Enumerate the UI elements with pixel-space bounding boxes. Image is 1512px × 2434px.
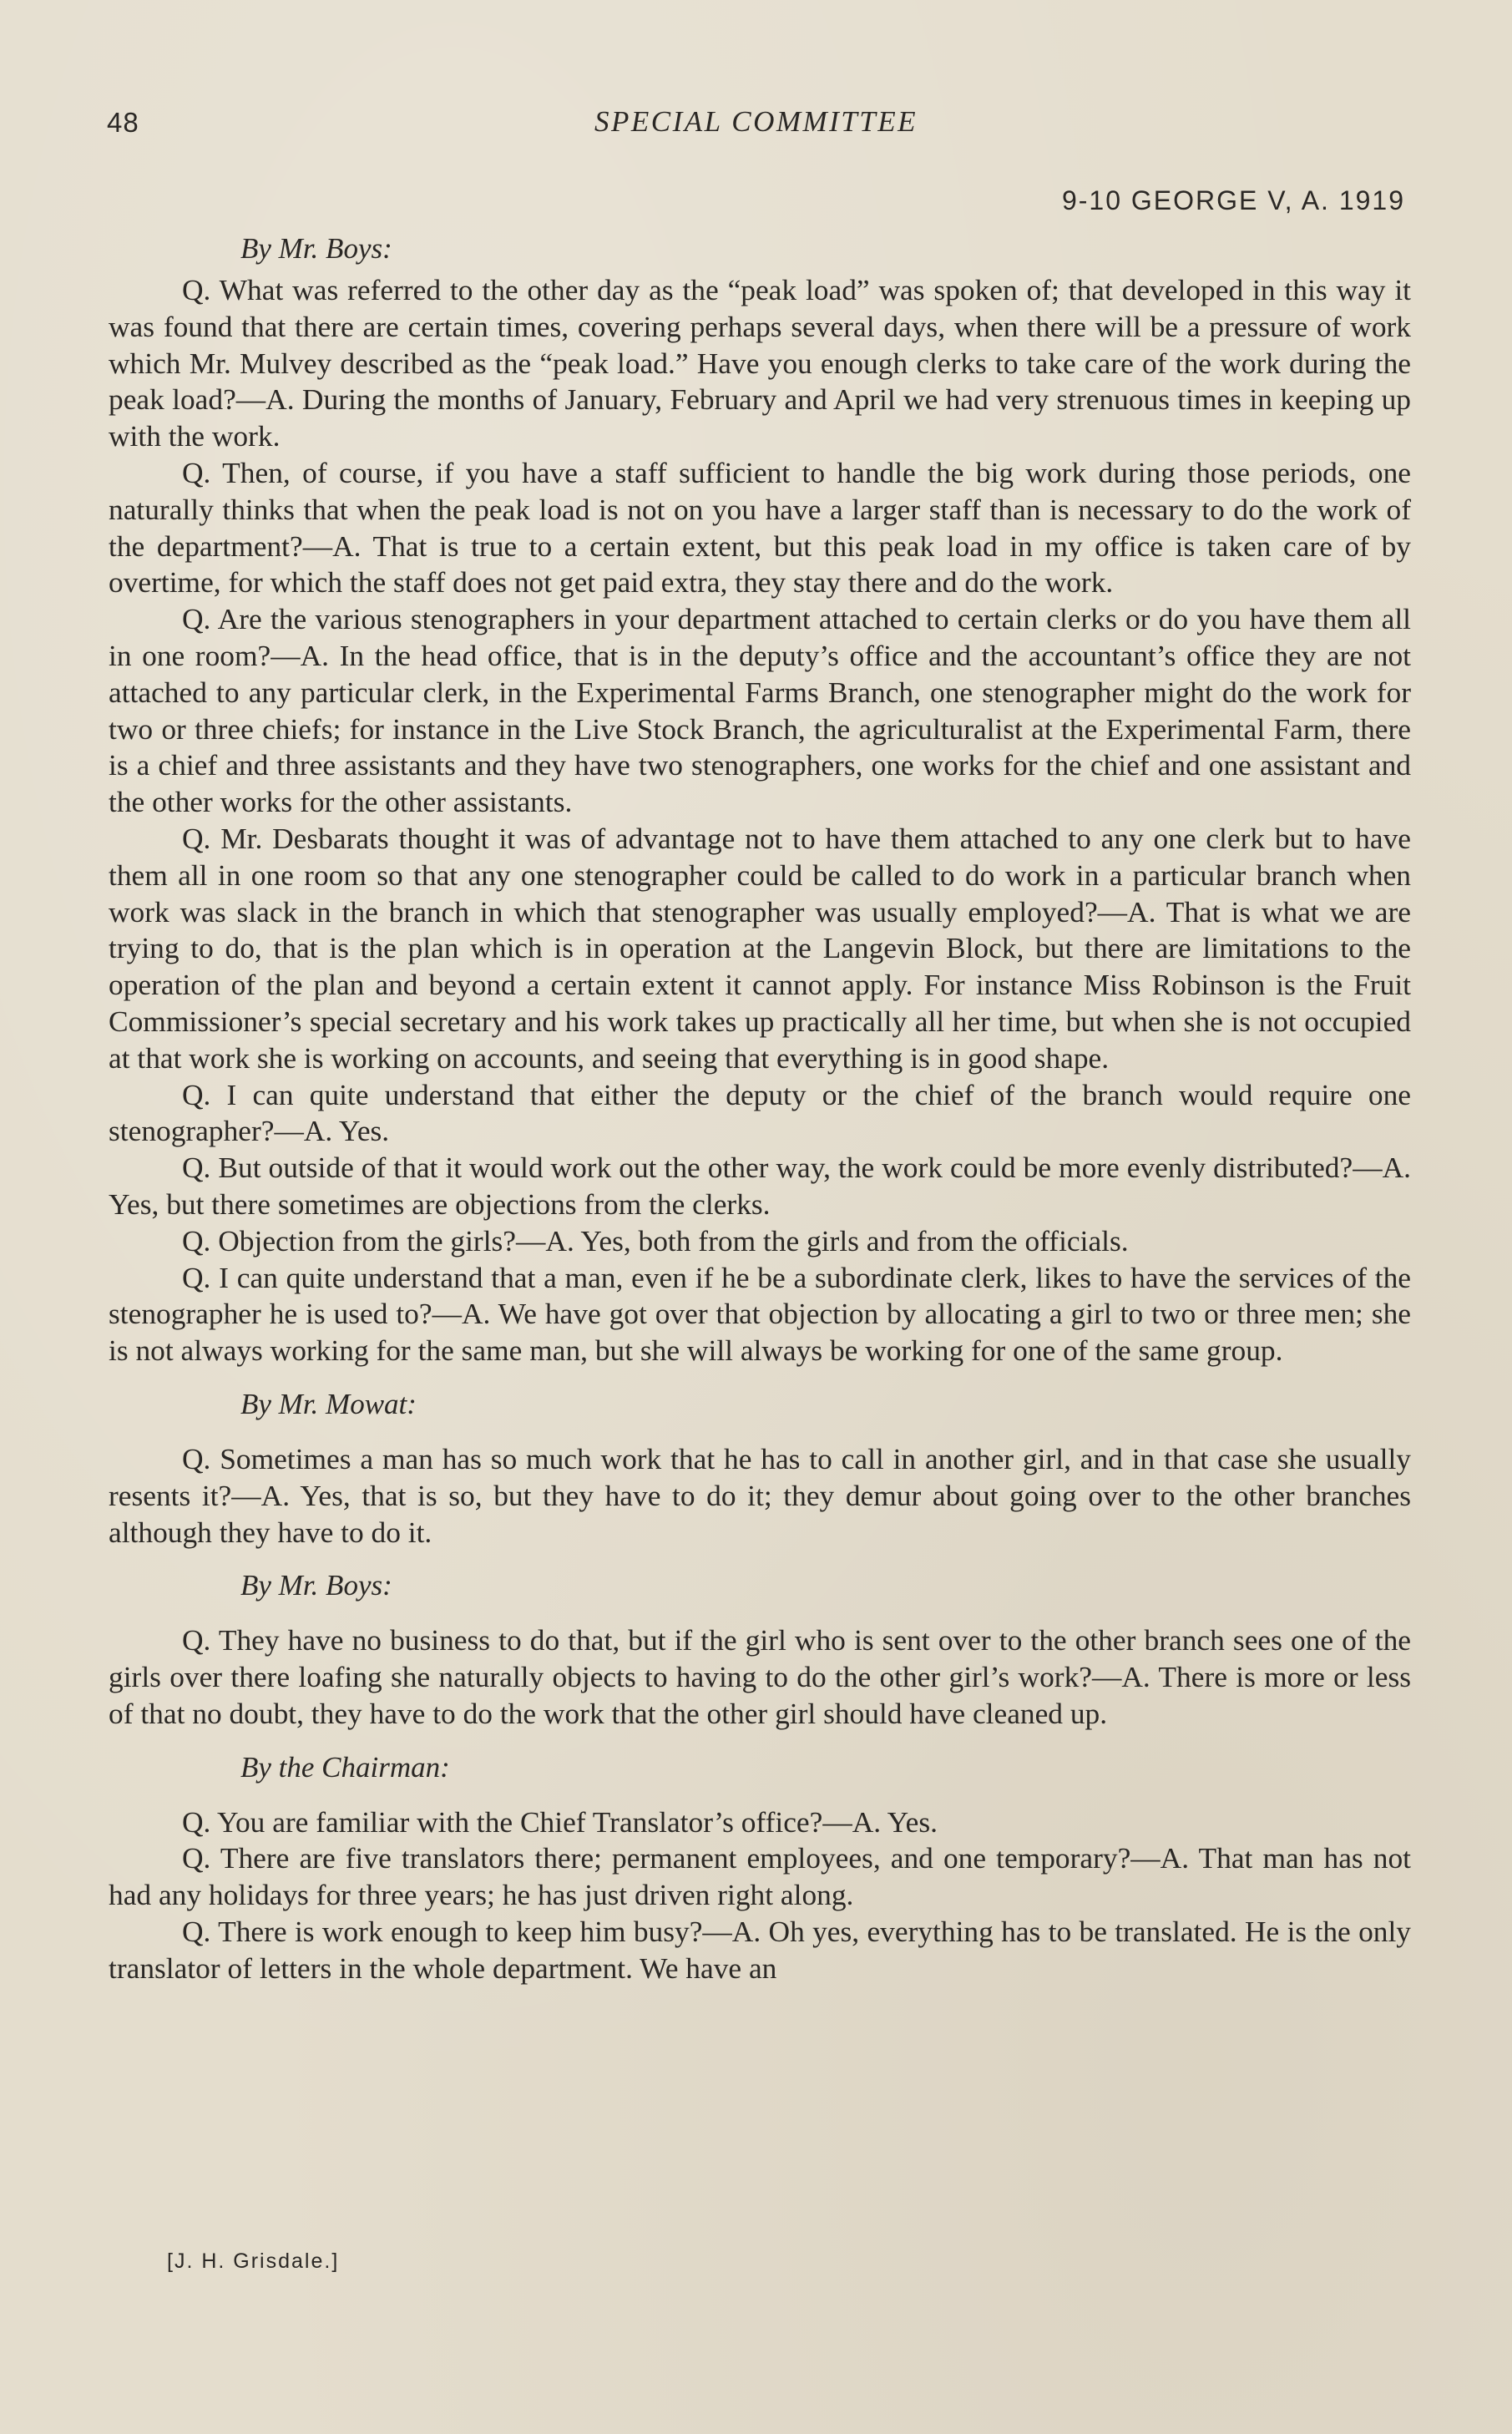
speaker-heading: By Mr. Boys:: [240, 1569, 392, 1602]
testimony-paragraph: Q. Mr. Desbarats thought it was of advantage not to have them attached to any one clerk but to have them all in one room so that any one stenographer could be called to do work in a particular branch when work was slack in the branch in which that stenographer was usually employed?—A. That is what we are trying to do, that is the plan which is in operation at the Langevin Block, but there are limitations to the operation of the plan and beyond a certain extent it cannot apply. For instance Miss Robinson is the Fruit Commissioner’s special secretary and his work takes up practically all her time, but when she is not occupied at that work she is working on accounts, and seeing that everything is in good shape.: [109, 821, 1411, 1075]
testimony-paragraph: Q. Are the various stenographers in your department attached to certain clerks or do you have them all in one room?—A. In the head office, that is in the deputy’s office and the accountant’s office they are not attached to any particular clerk, in the Experimental Farms Branch, one stenographer might do the work for two or three chiefs; for instance in the Live Stock Branch, the agriculturalist at the Experimental Farm, there is a chief and three assistants and they have two stenographers, one works for the chief and one assistant and the other works for the other assistants.: [109, 602, 1411, 819]
witness-footer: [J. H. Grisdale.]: [167, 2249, 340, 2273]
speaker-heading: By Mr. Mowat:: [240, 1387, 417, 1420]
testimony-paragraph: Q. There is work enough to keep him busy?—A. Oh yes, everything has to be translated. He is the only translator of letters in the whole department. We have an: [109, 1915, 1411, 1985]
testimony-paragraph: Q. Then, of course, if you have a staff sufficient to handle the big work during those periods, one naturally thinks that when the peak load is not on you have a larger staff than is necessary to do the work of the department?—A. That is true to a certain extent, but this peak load in my office is taken care of by overtime, for which the staff does not get paid extra, they stay there and do the work.: [109, 455, 1411, 600]
testimony-paragraph: Q. What was referred to the other day as the “peak load” was spoken of; that developed in this way it was found that there are certain times, covering perhaps several days, when there will be a pressure of work which Mr. Mulvey described as the “peak load.” Have you enough clerks to take care of the work during the peak load?—A. During the months of January, February and April we had very strenuous times in keeping up with the work.: [109, 273, 1411, 453]
testimony-paragraph: Q. There are five translators there; permanent employees, and one temporary?—A. That man has not had any holidays for three years; he has just driven right along.: [109, 1841, 1411, 1912]
testimony-paragraph: Q. Objection from the girls?—A. Yes, both from the girls and from the officials.: [182, 1223, 1129, 1257]
testimony-paragraph: Q. I can quite understand that a man, even if he be a subordinate clerk, likes to have the services of the stenographer he is used to?—A. We have got over that objection by allocating a girl to two or three men; she is not always working for the same man, but she will always be working for one of the same group.: [109, 1260, 1411, 1368]
testimony-paragraph: Q. I can quite understand that either the deputy or the chief of the branch would require one stenographer?—A. Yes.: [109, 1077, 1411, 1148]
testimony-paragraph: Q. They have no business to do that, but if the girl who is sent over to the other branch sees one of the girls over there loafing she naturally objects to having to do the other girl’s work?—A. There is more or less of that no doubt, they have to do the work that the other girl should have cleaned up.: [109, 1623, 1411, 1730]
speaker-heading: By the Chairman:: [240, 1750, 450, 1784]
testimony-body: [109, 230, 1411, 1987]
session-reference: 9-10 GEORGE V, A. 1919: [1061, 185, 1405, 215]
page-number: 48: [107, 107, 139, 138]
testimony-paragraph: Q. Sometimes a man has so much work that he has to call in another girl, and in that case she usually resents it?—A. Yes, that is so, but they have to do it; they demur about going over to the other branches although they have to do it.: [109, 1441, 1411, 1549]
testimony-paragraph: Q. You are familiar with the Chief Translator’s office?—A. Yes.: [182, 1804, 938, 1839]
speaker-heading: By Mr. Boys:: [240, 232, 392, 265]
running-title: SPECIAL COMMITTEE: [594, 105, 918, 138]
testimony-paragraph: Q. But outside of that it would work out the other way, the work could be more evenly distributed?—A. Yes, but there sometimes are objections from the clerks.: [109, 1151, 1411, 1221]
